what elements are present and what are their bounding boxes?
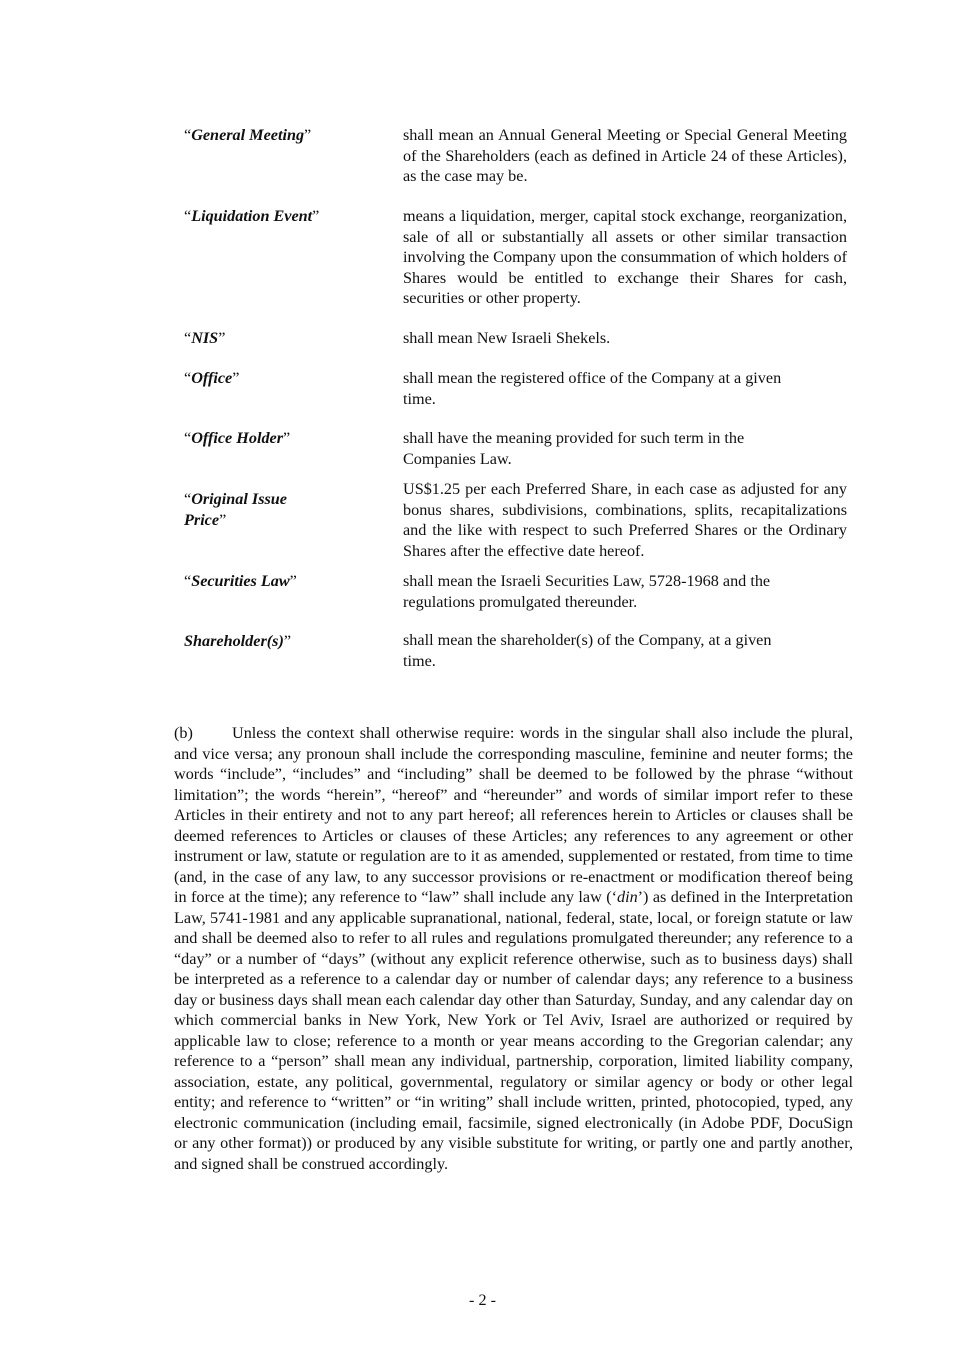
definition-text-nis: shall mean New Israeli Shekels. <box>403 329 611 347</box>
clause-b-paragraph <box>174 723 853 1174</box>
definition-text-general-meeting: shall mean an Annual General Meeting or Special General Meeting of the Shareholders (each as defined in Article 24 of these Articles), as the case may be. <box>403 126 847 185</box>
definition-term-general-meeting: “General Meeting” <box>184 126 312 144</box>
definition-text-original-issue-price: US$1.25 per each Preferred Share, in each case as adjusted for any bonus shares, subdivisions, combinations, splits, recapitalizations and the like with respect to such Preferred Shares or the Ordinary Shares after the effective date hereof. <box>403 480 847 560</box>
definition-text-shareholders: shall mean the shareholder(s) of the Company, at a given time. <box>403 631 772 670</box>
clause-b-text-start: Unless the context shall otherwise require: words in the singular shall also include the plural, and vice versa; any pronoun shall include the corresponding masculine, feminine and neuter forms; the words “include”, “includes” and “including” shall be deemed to be followed by the phrase “without limitation”; the words “herein”, “hereof” and “hereunder” and words of similar import refer to these Articles in their entirety and not to any part hereof; all references herein to Articles or clauses shall be deemed references to Articles or clauses of these Articles; any references to any agreement or other instrument or law, statute or regulation are to it as amended, supplemented or restated, from time to time (and, in the case of any law, to any successor provisions or re-enactment or modification thereof being in force at the time); any reference to “law” shall include any law (‘ <box>174 724 853 906</box>
clause-b-italic-term: din <box>616 888 638 906</box>
definition-text-office: shall mean the registered office of the Company at a given time. <box>403 369 782 408</box>
definition-term-liquidation-event: “Liquidation Event” <box>184 207 320 225</box>
page-number: - 2 - <box>469 1291 496 1309</box>
definition-term-office: “Office” <box>184 369 240 387</box>
definition-text-office-holder: shall have the meaning provided for such term in the Companies Law. <box>403 429 745 468</box>
definition-term-nis: “NIS” <box>184 329 226 347</box>
definition-term-securities-law: “Securities Law” <box>184 572 297 590</box>
clause-b-text-end: ’) as defined in the Interpretation Law, 5741-1981 and any applicable supranational, national, federal, state, local, or foreign statute or law and shall be deemed also to refer to all rules and regulations promulgated thereunder; any reference to a “day” or a number of “days” (without any explicit reference otherwise, such as to business days) shall be interpreted as a reference to a calendar day or number of calendar days; any reference to a business day or business days shall mean each calendar day other than Saturday, Sunday, and any calendar day on which commercial banks in New York, New York or Tel Aviv, Israel are authorized or required by applicable law to close; reference to a month or year means according to the Gregorian calendar; any reference to a “person” shall mean any individual, partnership, corporation, limited liability company, association, estate, any political, governmental, regulatory or similar agency or body or other legal entity; and reference to “written” or “in writing” shall include written, printed, photocopied, typed, any electronic communication (including email, facsimile, signed electronically (in Adobe PDF, DocuSign or any other format)) or produced by any visible substitute for writing, or partly one and partly another, and signed shall be construed accordingly. <box>174 888 854 1173</box>
definition-term-office-holder: “Office Holder” <box>184 429 291 447</box>
clause-b-label: (b) <box>174 724 193 742</box>
definition-term-original-issue-price: “Original Issue Price” <box>184 490 287 529</box>
definition-term-shareholders: Shareholder(s)” <box>184 632 292 650</box>
definition-text-securities-law: shall mean the Israeli Securities Law, 5728-1968 and the regulations promulgated thereunder. <box>403 572 771 611</box>
definition-text-liquidation-event: means a liquidation, merger, capital stock exchange, reorganization, sale of all or substantially all assets or other similar transaction involving the Company upon the consummation of which holders of Shares would be entitled to exchange their Shares for cash, securities or other property. <box>403 207 847 307</box>
